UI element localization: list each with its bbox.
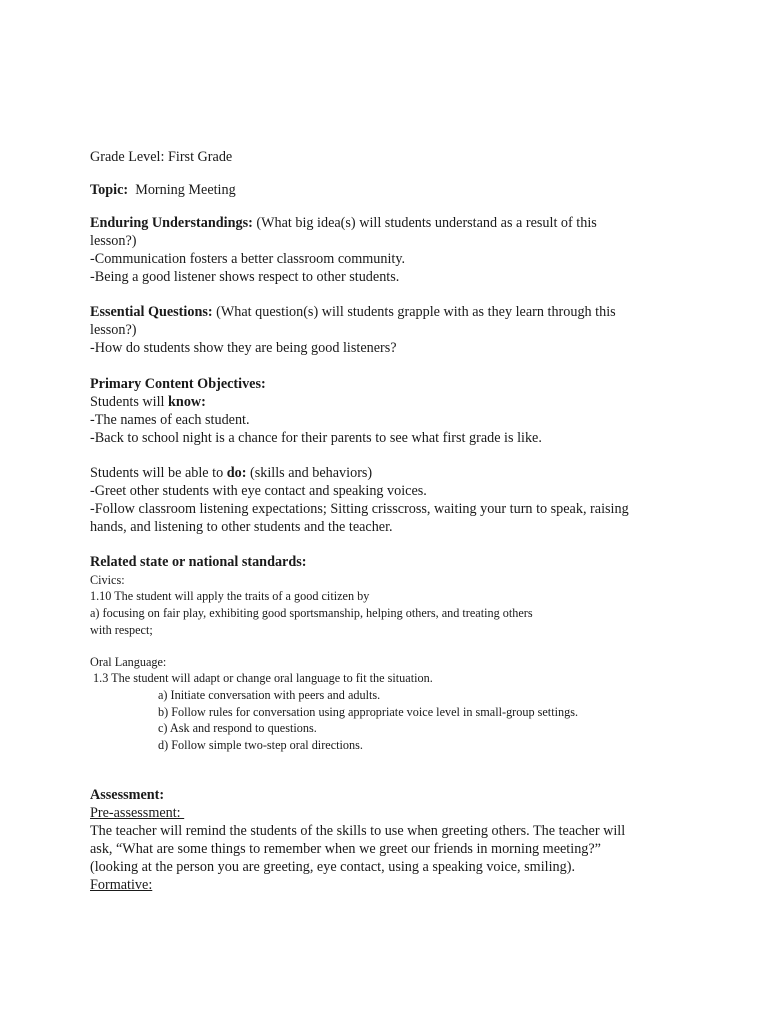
primary-objectives-heading: Primary Content Objectives: [90, 376, 266, 392]
essential-questions-prompt-cont: lesson?) [90, 322, 137, 338]
enduring-understandings-prompt-cont: lesson?) [90, 233, 137, 249]
civics-line: a) focusing on fair play, exhibiting good sportsmanship, helping others, and treating others [90, 606, 533, 620]
pre-assessment-line: ask, “What are some things to remember when we greet our friends in morning meeting?” [90, 841, 601, 857]
topic-value: Morning Meeting [135, 182, 236, 198]
enduring-understandings-line [90, 214, 597, 232]
know-line [90, 393, 206, 411]
enduring-understandings-prompt: (What big idea(s) will students understand as a result of this [256, 215, 597, 231]
know-word: know: [168, 394, 206, 410]
enduring-item: -Communication fosters a better classroom community. [90, 251, 406, 267]
do-suffix: (skills and behaviors) [250, 465, 373, 481]
oral-item: b) Follow rules for conversation using appropriate voice level in small-group settings. [158, 705, 579, 719]
oral-language-label: Oral Language: [90, 655, 167, 669]
essential-item: -How do students show they are being good listeners? [90, 340, 397, 356]
pre-assessment-line: The teacher will remind the students of the skills to use when greeting others. The teacher will [90, 823, 626, 839]
oral-item: c) Ask and respond to questions. [158, 721, 317, 735]
enduring-item: -Being a good listener shows respect to other students. [90, 269, 400, 285]
do-item: -Follow classroom listening expectations; Sitting crisscross, waiting your turn to speak, raising [90, 501, 629, 517]
oral-language-main: 1.3 The student will adapt or change oral language to fit the situation. [90, 671, 433, 685]
know-prefix: Students will [90, 394, 165, 410]
do-prefix: Students will be able to [90, 465, 224, 481]
know-item: -The names of each student. [90, 412, 250, 428]
formative-label: Formative: [90, 877, 153, 893]
civics-line: 1.10 The student will apply the traits of a good citizen by [90, 589, 370, 603]
standards-heading: Related state or national standards: [90, 554, 307, 570]
do-line [90, 464, 372, 482]
pre-assessment-line: (looking at the person you are greeting, eye contact, using a speaking voice, smiling). [90, 859, 575, 875]
know-item: -Back to school night is a chance for their parents to see what first grade is like. [90, 430, 542, 446]
civics-line: with respect; [90, 623, 153, 637]
essential-questions-prompt: (What question(s) will students grapple with as they learn through this [216, 304, 616, 320]
essential-questions-label: Essential Questions: [90, 304, 213, 320]
do-item: -Greet other students with eye contact and speaking voices. [90, 483, 427, 499]
civics-label: Civics: [90, 573, 125, 587]
do-word: do: [226, 465, 247, 481]
do-item: hands, and listening to other students and the teacher. [90, 519, 393, 535]
essential-questions-line [90, 303, 616, 321]
topic-label: Topic: [90, 182, 129, 198]
topic-line [90, 181, 236, 199]
oral-item: a) Initiate conversation with peers and adults. [158, 688, 381, 702]
pre-assessment-label: Pre-assessment: [90, 805, 185, 821]
enduring-understandings-label: Enduring Understandings: [90, 215, 253, 231]
grade-level: Grade Level: First Grade [90, 149, 233, 165]
assessment-heading: Assessment: [90, 787, 165, 803]
oral-item: d) Follow simple two-step oral directions. [158, 738, 363, 752]
